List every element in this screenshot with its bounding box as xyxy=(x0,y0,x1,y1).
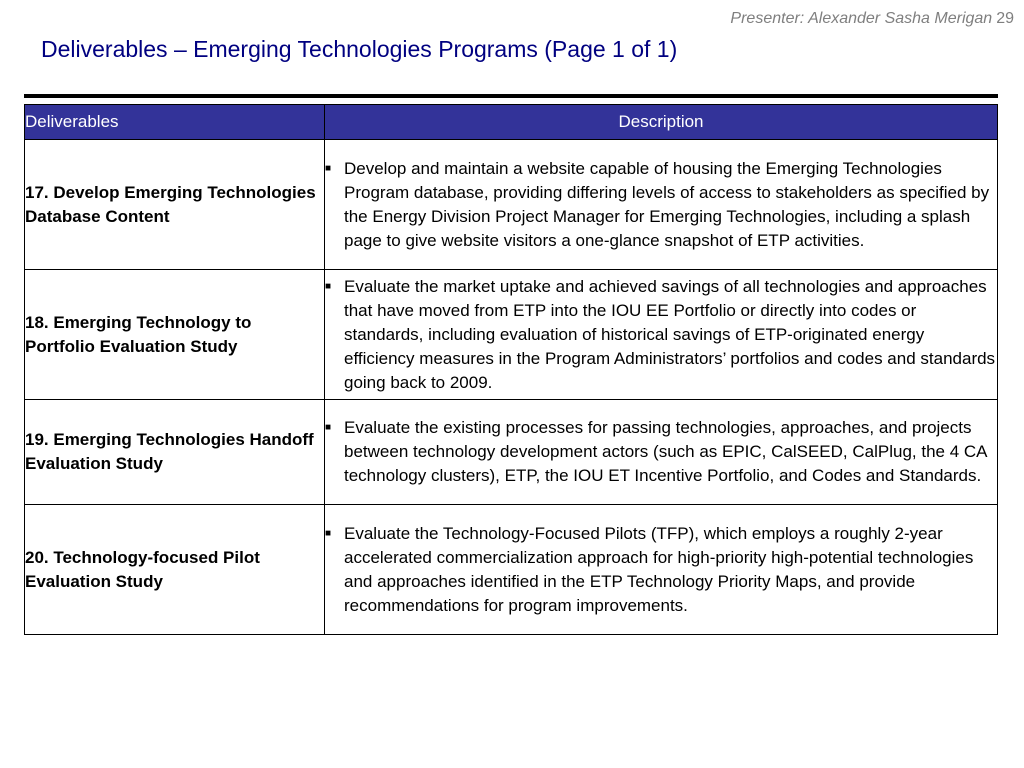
bullet-item xyxy=(325,522,997,618)
presenter-line xyxy=(730,10,1014,28)
description-text: Evaluate the existing processes for passing technologies, approaches, and projects between technology development actors (such as EPIC, CalSEED, CalPlug, the 4 CA technology clusters), ETP, the IOU ET Incentive Portfolio, and Codes and Standards. xyxy=(344,418,987,485)
square-bullet-icon: ■ xyxy=(325,280,332,292)
slide-number: 29 xyxy=(996,10,1014,27)
table-row xyxy=(25,140,998,270)
description-text: Evaluate the market uptake and achieved savings of all technologies and approaches that have moved from ETP into the IOU EE Portfolio or directly into codes or standards, including evaluation of historical savings of ETP-originated energy efficiency measures in the Program Administrators’ portfolios and codes and standards going back to 2009. xyxy=(344,276,996,392)
table-row xyxy=(25,270,998,400)
deliverable-name: 20. Technology-focused Pilot Evaluation Study xyxy=(25,505,325,635)
bullet-item xyxy=(325,157,997,253)
deliverable-name: 17. Develop Emerging Technologies Database Content xyxy=(25,140,325,270)
deliverable-description xyxy=(325,140,998,270)
table-header-row xyxy=(25,105,998,140)
description-text: Evaluate the Technology-Focused Pilots (TFP), which employs a roughly 2-year accelerated commercialization approach for high-priority high-potential technologies and approaches identified in the ETP Technology Priority Maps, and provide recommendations for program improvements. xyxy=(344,523,974,615)
slide-title: Deliverables – Emerging Technologies Programs (Page 1 of 1) xyxy=(41,36,678,62)
bullet-item xyxy=(325,275,997,395)
description-text: Develop and maintain a website capable of housing the Emerging Technologies Program database, providing differing levels of access to stakeholders as specified by the Energy Division Project Manager for Emerging Technologies, including a splash page to give website visitors a one-glance snapshot of ETP activities. xyxy=(344,158,990,250)
table-row xyxy=(25,505,998,635)
deliverable-description xyxy=(325,400,998,505)
square-bullet-icon: ■ xyxy=(325,527,332,539)
deliverable-name: 19. Emerging Technologies Handoff Evaluation Study xyxy=(25,400,325,505)
table-row xyxy=(25,400,998,505)
deliverable-description xyxy=(325,505,998,635)
deliverable-description xyxy=(325,270,998,400)
title-divider xyxy=(24,94,998,98)
presenter-name: Presenter: Alexander Sasha Merigan xyxy=(730,10,993,27)
column-header-description: Description xyxy=(325,105,998,140)
square-bullet-icon: ■ xyxy=(325,162,332,174)
column-header-deliverables: Deliverables xyxy=(25,105,325,140)
square-bullet-icon: ■ xyxy=(325,422,332,433)
deliverable-name: 18. Emerging Technology to Portfolio Evaluation Study xyxy=(25,270,325,400)
deliverables-table xyxy=(24,104,998,635)
bullet-item xyxy=(325,416,997,488)
